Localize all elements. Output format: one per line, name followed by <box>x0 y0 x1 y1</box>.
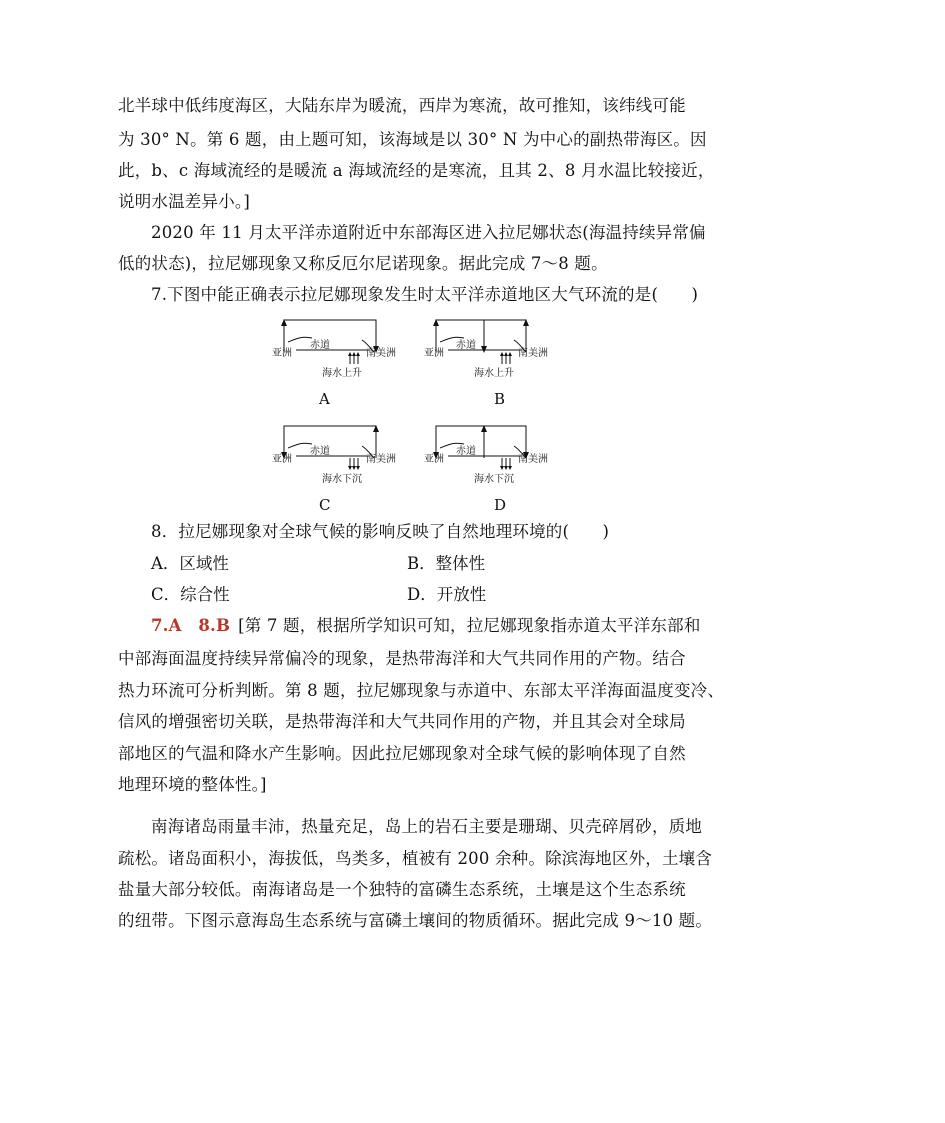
text-line: 说明水温差异小。] <box>118 192 250 211</box>
diagram-d <box>422 418 552 490</box>
diagram-label-water: 海水下沉 <box>474 474 514 485</box>
passage-line: 疏松。诸岛面积小，海拔低，鸟类多，植被有 200 余种。除滨海地区外，土壤含 <box>118 849 713 868</box>
question-8-stem: 8．拉尼娜现象对全球气候的影响反映了自然地理环境的( ) <box>151 522 610 541</box>
answer-line: 地理环境的整体性。] <box>118 775 267 794</box>
diagram-label-b: B <box>494 390 506 408</box>
diagram-label-south-america: 南美洲 <box>366 454 396 465</box>
answer-line: 中部海面温度持续异常偏冷的现象，是热带海洋和大气共同作用的产物。结合 <box>118 649 686 668</box>
passage-line: 盐量大部分较低。南海诸岛是一个独特的富磷生态系统，土壤是这个生态系统 <box>118 880 686 899</box>
diagram-label-equator: 赤道 <box>456 340 476 351</box>
diagram-label-c: C <box>319 496 331 514</box>
question-7-stem: 7.下图中能正确表示拉尼娜现象发生时太平洋赤道地区大气环流的是( ) <box>151 285 699 304</box>
passage-line: 的纽带。下图示意海岛生态系统与富磷土壤间的物质循环。据此完成 9～10 题。 <box>118 911 713 930</box>
text-line: 为 30° N。第 6 题，由上题可知，该海域是以 30° N 为中心的副热带海区。因 <box>118 130 707 149</box>
option-a: A．区域性 <box>151 554 229 573</box>
option-d: D．开放性 <box>407 585 487 604</box>
answer-text: [第 7 题，根据所学知识可知，拉尼娜现象指赤道太平洋东部和 <box>238 616 701 635</box>
diagram-label-south-america: 南美洲 <box>518 454 548 465</box>
text-line: 北半球中低纬度海区，大陆东岸为暖流，西岸为寒流，故可推知，该纬线可能 <box>118 96 686 115</box>
diagram-label-south-america: 南美洲 <box>518 348 548 359</box>
answer-line: 信风的增强密切关联，是热带海洋和大气共同作用的产物，并且其会对全球局 <box>118 712 686 731</box>
diagram-label-asia: 亚洲 <box>424 454 444 465</box>
diagram-a <box>270 312 396 384</box>
option-b: B．整体性 <box>407 554 486 573</box>
passage-line: 南海诸岛雨量丰沛，热量充足，岛上的岩石主要是珊瑚、贝壳碎屑砂，质地 <box>151 817 703 836</box>
diagram-label-water: 海水下沉 <box>322 474 362 485</box>
diagram-label-water: 海水上升 <box>322 368 362 379</box>
answer-key: 7.A 8.B <box>151 616 231 635</box>
diagram-c <box>270 418 396 490</box>
diagram-label-equator: 赤道 <box>310 446 330 457</box>
passage-line: 低的状态)，拉尼娜现象又称反厄尔尼诺现象。据此完成 7～8 题。 <box>118 254 608 273</box>
diagram-label-water: 海水上升 <box>474 368 514 379</box>
option-c: C．综合性 <box>151 585 230 604</box>
answer-line <box>0 610 945 642</box>
diagram-label-equator: 赤道 <box>456 446 476 457</box>
diagram-b <box>422 312 552 384</box>
answer-line: 热力环流可分析判断。第 8 题，拉尼娜现象与赤道中、东部太平洋海面温度变冷、 <box>118 681 725 700</box>
diagram-label-south-america: 南美洲 <box>366 348 396 359</box>
diagram-label-asia: 亚洲 <box>272 454 292 465</box>
passage-line: 2020 年 11 月太平洋赤道附近中东部海区进入拉尼娜状态(海温持续异常偏 <box>151 223 706 242</box>
text-line: 此，b、c 海域流经的是暖流 a 海域流经的是寒流，且其 2、8 月水温比较接近， <box>118 161 715 180</box>
diagram-label-a: A <box>319 390 330 408</box>
diagram-label-equator: 赤道 <box>310 340 330 351</box>
answer-line: 部地区的气温和降水产生影响。因此拉尼娜现象对全球气候的影响体现了自然 <box>118 744 686 763</box>
diagram-label-asia: 亚洲 <box>272 348 292 359</box>
diagram-label-asia: 亚洲 <box>424 348 444 359</box>
diagram-label-d: D <box>494 496 507 514</box>
